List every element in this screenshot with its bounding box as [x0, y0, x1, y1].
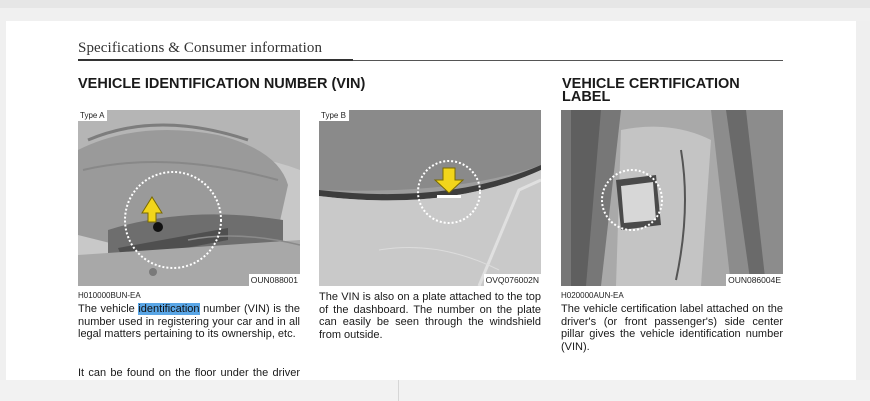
text-run: The vehicle [78, 303, 139, 315]
scroll-gutter [856, 21, 870, 401]
text-run: number (VIN) is the number used in registering your car and in all legal matters pertaining to its ownership, etc. [78, 303, 301, 340]
dashboard-illustration [319, 110, 541, 286]
pillar-illustration [561, 110, 783, 286]
cert-heading-line2: LABEL [562, 89, 611, 105]
header-rule-thin [353, 60, 783, 61]
figure-cert-label [561, 110, 783, 286]
vin-heading: VEHICLE IDENTIFICATION NUMBER (VIN) [78, 76, 366, 92]
image-code: OUN088001 [250, 275, 298, 285]
viewer-bottom-bar [0, 380, 870, 401]
cert-paragraph: The vehicle certification label attached on the driver's (or front passenger's) side center pillar gives the vehicle identification number (VIN). [561, 303, 783, 353]
image-code: OVQ076002N [485, 275, 539, 285]
seat-illustration [78, 110, 300, 286]
ref-code: H020000AUN-EA [561, 291, 624, 300]
type-b-paragraph: The VIN is also on a plate attached to the top of the dashboard. The number on the plate can easily be seen through the windshield from outside. [319, 291, 541, 341]
top-bar [0, 0, 870, 8]
page-divider [398, 380, 399, 401]
section-header: Specifications & Consumer information [78, 40, 323, 56]
image-code: OUN086004E [728, 275, 781, 285]
vin-paragraph-2: It can be found on the floor under the driver [78, 367, 300, 379]
header-rule [78, 59, 353, 61]
ref-code: H010000BUN-EA [78, 291, 141, 300]
highlighted-word[interactable]: identification [138, 303, 200, 315]
figure-type-b [319, 110, 541, 286]
type-label: Type B [319, 110, 349, 121]
manual-page [6, 21, 856, 401]
vin-paragraph [78, 303, 300, 341]
cert-heading-line1: VEHICLE CERTIFICATION [562, 76, 740, 92]
type-label: Type A [78, 110, 107, 121]
figure-type-a [78, 110, 300, 286]
